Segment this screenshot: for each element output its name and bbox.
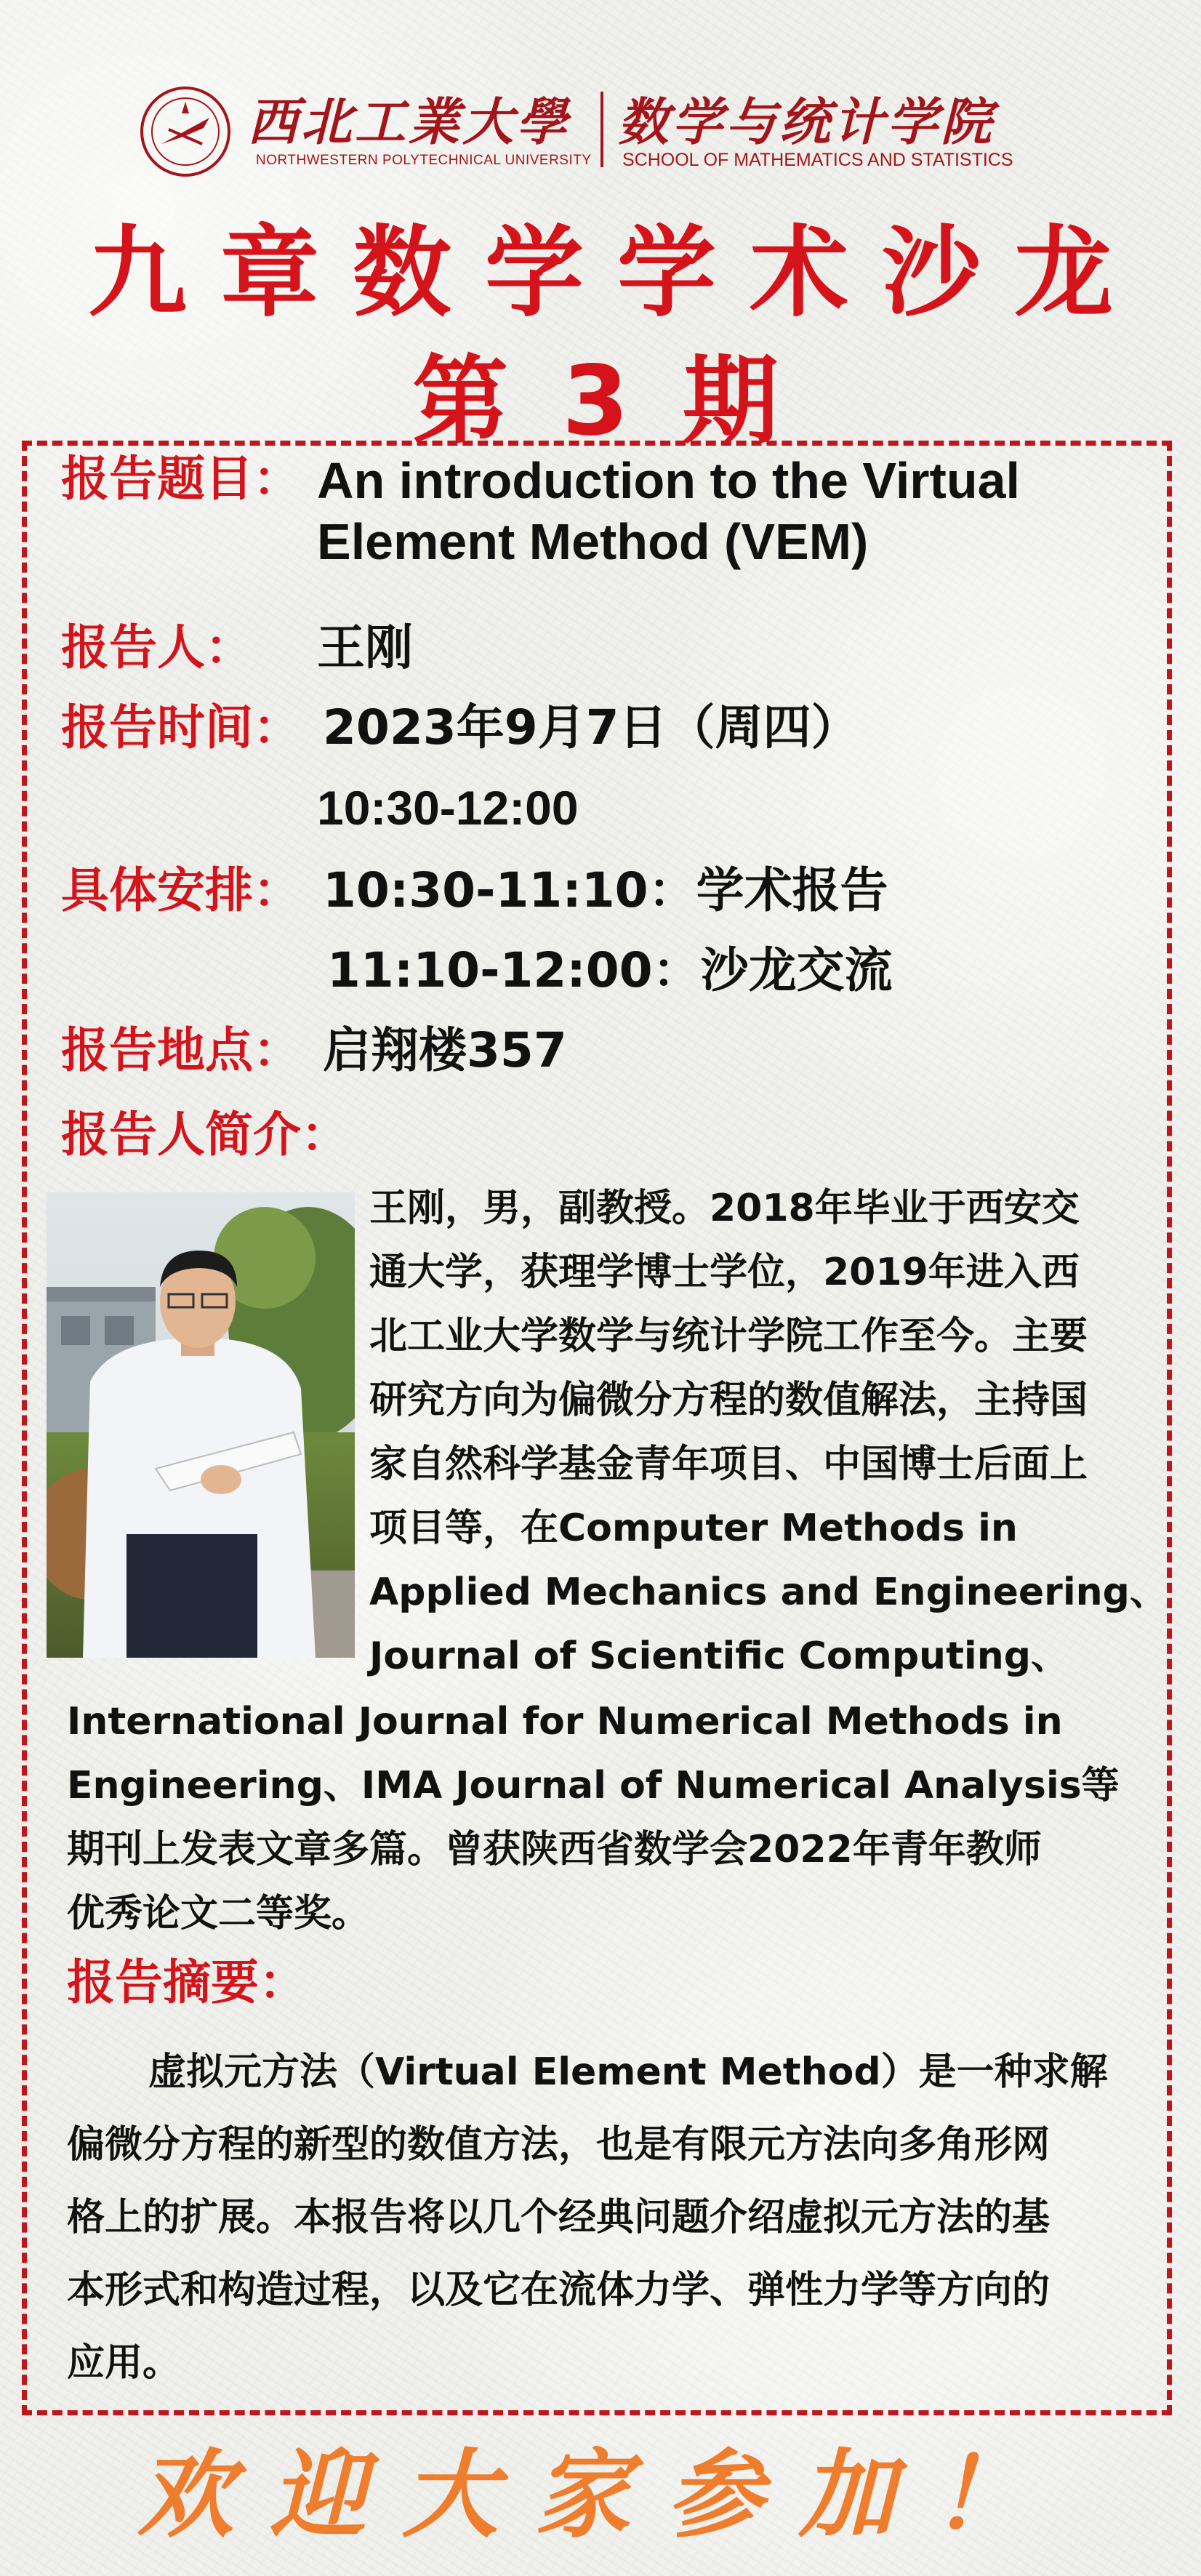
bio-line: Engineering、IMA Journal of Numerical Analysis等 (67, 1764, 1120, 1807)
schedule-label: 具体安排： (61, 862, 301, 918)
bio-line: International Journal for Numerical Methods in (67, 1700, 1063, 1744)
bio-line: 研究方向为偏微分方程的数值解法，主持国 (369, 1379, 1088, 1422)
issue-number: 第 3 期 (412, 345, 789, 457)
place-label: 报告地点： (61, 1022, 301, 1078)
bio-line: 期刊上发表文章多篇。曾获陕西省数学会2022年青年教师 (67, 1828, 1042, 1871)
speaker-label: 报告人： (61, 619, 253, 675)
bio-line: 王刚，男，副教授。2018年毕业于西安交 (369, 1187, 1080, 1230)
abstract-label: 报告摘要： (67, 1954, 307, 2010)
bio-line: 优秀论文二等奖。 (67, 1892, 370, 1935)
bio-line: 项目等，在Computer Methods in (369, 1506, 1018, 1550)
abstract-line: 本形式和构造过程，以及它在流体力学、弹性力学等方向的 (67, 2268, 1051, 2312)
bio-line: Applied Mechanics and Engineering、 (369, 1570, 1168, 1614)
report-date: 2023年9月7日（周四） (323, 699, 859, 755)
salon-title: 九章数学学术沙龙 (88, 216, 1146, 331)
abstract-line: 虚拟元方法（Virtual Element Method）是一种求解 (148, 2050, 1108, 2094)
abstract-text (67, 2036, 1128, 2399)
bio-text-side (369, 1176, 1168, 1688)
university-name-cn: 西北工業大學 (247, 92, 570, 152)
school-name-en: SCHOOL OF MATHEMATICS AND STATISTICS (622, 150, 1013, 170)
bio-line: 北工业大学数学与统计学院工作至今。主要 (369, 1315, 1088, 1358)
university-name-en: NORTHWESTERN POLYTECHNICAL UNIVERSITY (256, 153, 592, 168)
report-place: 启翔楼357 (323, 1022, 567, 1078)
schedule-item-2: 11:10-12:00：沙龙交流 (327, 942, 893, 998)
speaker-name: 王刚 (317, 619, 413, 675)
university-seal-icon (140, 86, 231, 177)
report-time: 10:30-12:00 (317, 781, 579, 835)
bio-text-full (67, 1690, 1120, 1946)
bio-line: Journal of Scientific Computing、 (369, 1634, 1069, 1678)
topic-label: 报告题目： (61, 451, 301, 507)
school-name-cn: 数学与统计学院 (618, 92, 995, 152)
topic-line-1: An introduction to the Virtual (317, 452, 1020, 509)
time-label: 报告时间： (61, 699, 301, 755)
abstract-line: 偏微分方程的新型的数值方法，也是有限元方法向多角形网 (67, 2123, 1051, 2167)
logo-divider (600, 92, 603, 167)
bio-line: 家自然科学基金青年项目、中国博士后面上 (369, 1443, 1088, 1486)
schedule-item-1: 10:30-11:10：学术报告 (323, 862, 888, 918)
topic-line-2: Element Method (VEM) (317, 513, 869, 570)
bio-label: 报告人简介： (61, 1107, 349, 1163)
abstract-line: 格上的扩展。本报告将以几个经典问题介绍虚拟元方法的基 (67, 2196, 1051, 2239)
bio-line: 通大学，获理学博士学位，2019年进入西 (369, 1251, 1080, 1294)
welcome-banner: 欢迎大家参加！ (137, 2439, 1064, 2551)
abstract-line: 应用。 (67, 2341, 181, 2385)
speaker-photo (47, 1192, 355, 1658)
